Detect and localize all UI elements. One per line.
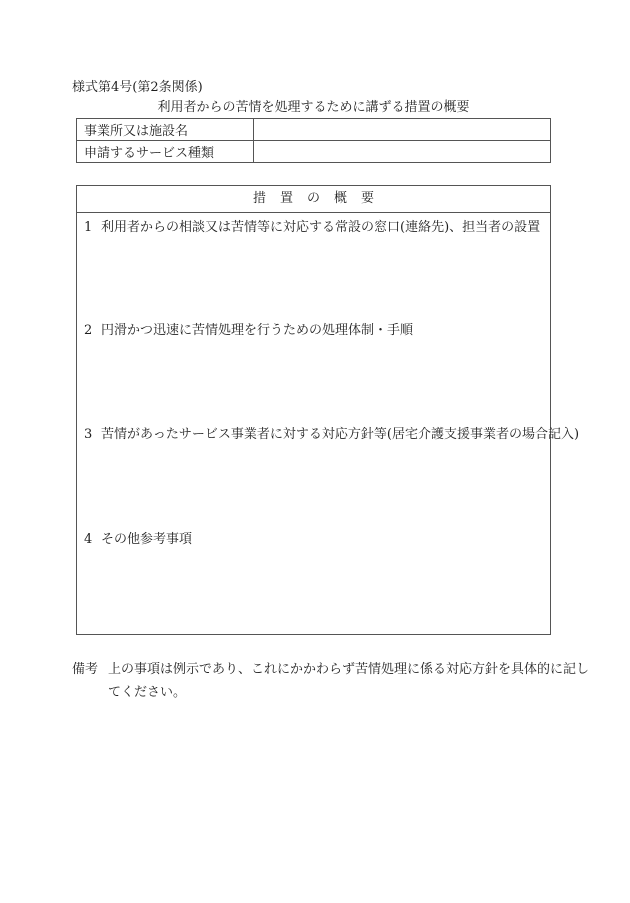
measure-item-2-text: 円滑かつ迅速に苦情処理を行うための処理体制・手順 <box>101 323 414 338</box>
facility-info-table <box>76 118 551 163</box>
measures-overview-table <box>76 185 580 635</box>
measures-table-header: 措置の概要 <box>77 186 550 213</box>
table-row <box>77 141 551 163</box>
remarks-text <box>108 658 590 704</box>
service-type-value-cell <box>254 141 551 163</box>
measure-item-4 <box>84 528 546 547</box>
measure-item-3-number: 3 <box>84 427 93 442</box>
measure-item-4-number: 4 <box>84 532 93 547</box>
measure-item-2 <box>84 319 546 338</box>
service-type-label: 申請するサービス種類 <box>77 141 254 163</box>
table-row <box>77 119 551 141</box>
measure-item-1 <box>84 216 546 235</box>
remarks-line-1: 上の事項は例示であり、これにかかわらず苦情処理に係る対応方針を具体的に記し <box>108 662 590 677</box>
facility-name-label: 事業所又は施設名 <box>77 119 254 141</box>
measure-item-3-text: 苦情があったサービス事業者に対する対応方針等(居宅介護支援事業者の場合記入) <box>101 427 580 442</box>
measure-item-3 <box>84 423 580 442</box>
remarks-label: 備考 <box>72 662 99 677</box>
measure-item-1-text: 利用者からの相談又は苦情等に対応する常設の窓口(連絡先)、担当者の設置 <box>101 220 541 235</box>
measures-table-body <box>77 213 580 634</box>
remarks-line-2: てください。 <box>108 685 187 700</box>
measure-item-4-text: その他参考事項 <box>101 532 193 547</box>
form-number-label: 様式第4号(第2条関係) <box>72 80 203 95</box>
document-title: 利用者からの苦情を処理するために講ずる措置の概要 <box>157 100 470 115</box>
facility-name-value-cell <box>254 119 551 141</box>
measure-item-1-number: 1 <box>84 220 93 235</box>
measure-item-2-number: 2 <box>84 323 93 338</box>
